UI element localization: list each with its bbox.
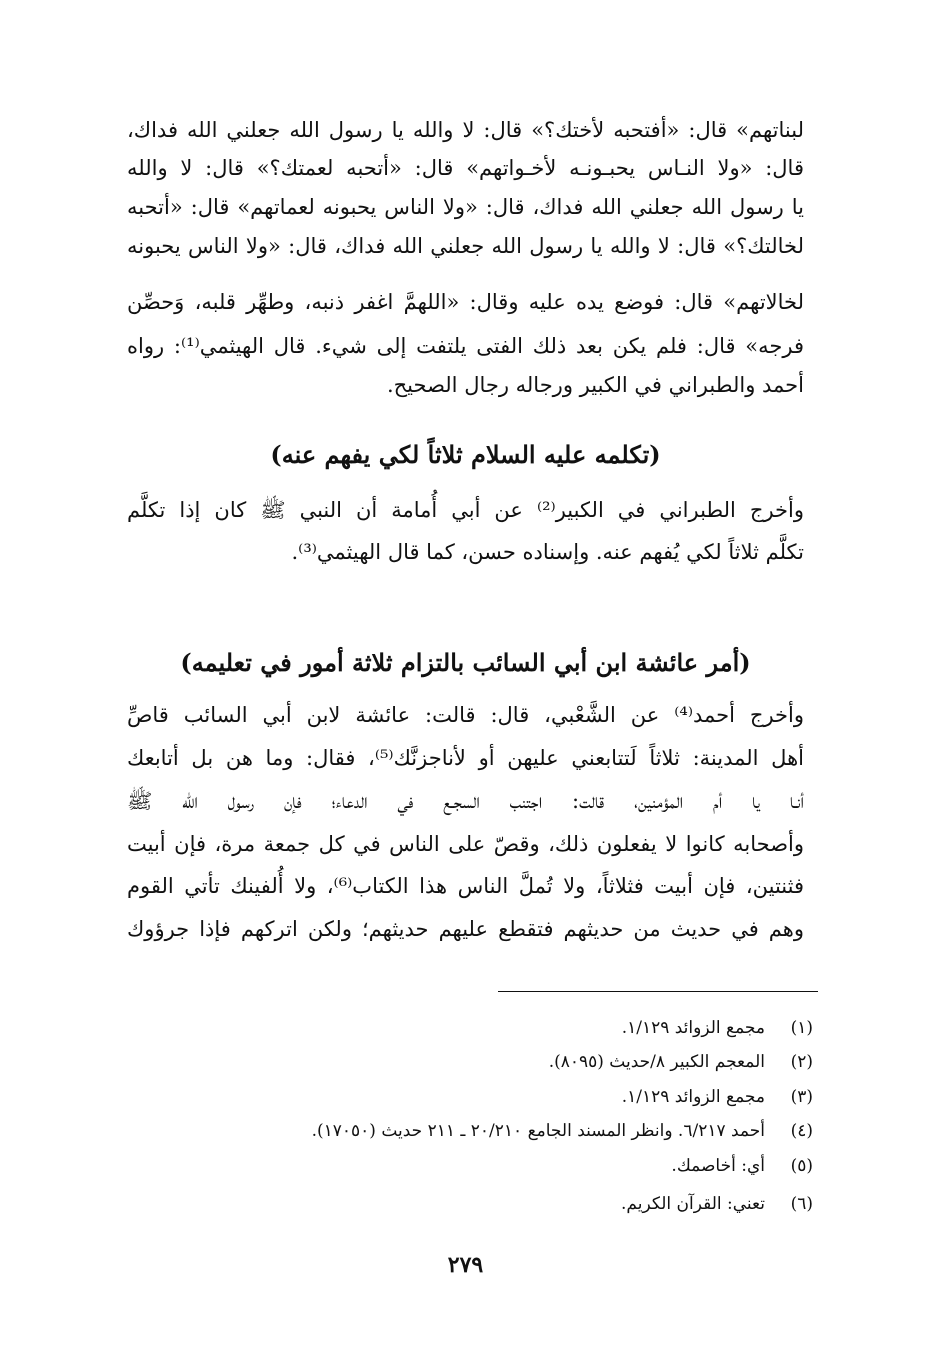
footnote-item: [621, 1194, 813, 1214]
text-line: أنـا يا أم المؤمنين، قالت: اجتنب السجـع في الدعاء؛ فإن رسول الله ﷺ: [127, 789, 804, 813]
text-line: وأخرج الطبراني في الكبير⁽²⁾ عن أبي أُمامة أن النبي ﷺ كان إذا تكلَّم: [127, 498, 804, 522]
text-line: لخالتك؟» قال: لا والله يا رسول الله جعلني الله فداك، قال: «ولا الناس يحبونه: [127, 234, 804, 258]
footnote-text: تعني: القرآن الكريم.: [621, 1194, 765, 1214]
text-line: يا رسول الله جعلني الله فداك، قال: «ولا الناس يحبونه لعماتهم» قال: «أتحبه: [127, 195, 804, 219]
footnote-number: (٦): [790, 1194, 813, 1214]
footnote-text: مجمع الزوائد ١/١٢٩.: [621, 1018, 765, 1038]
text-line: فثنتين، فإن أبيت فثلاثاً، ولا تُملَّ الناس هذا الكتاب⁽⁶⁾، ولا أُلفينك تأتي القوم: [127, 874, 805, 898]
footnote-item: [622, 1018, 813, 1038]
footnote-item: [671, 1156, 813, 1176]
footnote-number: (٥): [790, 1156, 813, 1176]
footnote-text: أي: أخاصمك.: [671, 1156, 765, 1176]
footnote-number: (٣): [790, 1087, 813, 1107]
text-line: تكلَّم ثلاثاً لكي يُفهم عنه. وإسناده حسن، كما قال الهيثمي⁽³⁾.: [291, 540, 804, 564]
text-line: لخالاتهم» قال: فوضع يده عليه وقال: «اللهمَّ اغفر ذنبه، وطهِّر قلبه، وَحصِّن: [127, 290, 804, 314]
footnote-item: [549, 1052, 813, 1072]
footnote-number: (٤): [790, 1121, 813, 1141]
section-heading-2: (أمر عائشة ابن أبي السائب بالتزام ثلاثة أمور في تعليمه): [180, 648, 751, 677]
text-line: فرجه» قال: فلم يكن بعد ذلك الفتى يلتفت إلى شيء. قال الهيثمي⁽¹⁾: رواه: [127, 334, 805, 358]
footnote-item: [622, 1087, 813, 1107]
footnote-text: المعجم الكبير ٨/حديث (٨٠٩٥).: [548, 1052, 765, 1072]
section-heading-1: (تكلمه عليه السلام ثلاثاً لكي يفهم عنه): [270, 440, 661, 469]
footnote-item: [312, 1121, 813, 1141]
text-line: وهم في حديث من حديثهم فتقطع عليهم حديثهم؛ ولكن اتركهم فإذا جرؤوك: [127, 917, 804, 941]
text-line: وأصحابه كانوا لا يفعلون ذلك، وقصّ على الناس في كل جمعة مرة، فإن أبيت: [127, 832, 804, 856]
text-line: أهل المدينة: ثلاثاً لَتتابعني عليهن أو لأناجزنَّك⁽⁵⁾، فقال: وما هن بل أتابعك: [127, 746, 804, 770]
footnote-text: أحمد ٦/٢١٧. وانظر المسند الجامع ٢٠/٢١٠ ـ ٢١١ حديث (١٧٠٥٠).: [311, 1121, 765, 1141]
text-line: أحمد والطبراني في الكبير ورجاله رجال الصحيح.: [386, 373, 804, 397]
page-number: ٢٧٩: [447, 1252, 484, 1278]
footnote-number: (٢): [790, 1052, 813, 1072]
footnote-text: مجمع الزوائد ١/١٢٩.: [621, 1087, 765, 1107]
text-line: قال: «ولا النـاس يحبـونـه لأخـواتهم» قال: «أتحبه لعمتك؟» قال: لا والله: [127, 156, 804, 180]
text-line: لبناتهم» قال: «أفتحبه لأختك؟» قال: لا والله يا رسول الله جعلني الله فداك،: [127, 118, 804, 142]
footnote-divider: [498, 991, 818, 992]
text-line: وأخرج أحمد⁽⁴⁾ عن الشَّعْبي، قال: قالت: عائشة لابن أبي السائب قاصِّ: [127, 703, 804, 727]
footnote-number: (١): [790, 1018, 813, 1038]
